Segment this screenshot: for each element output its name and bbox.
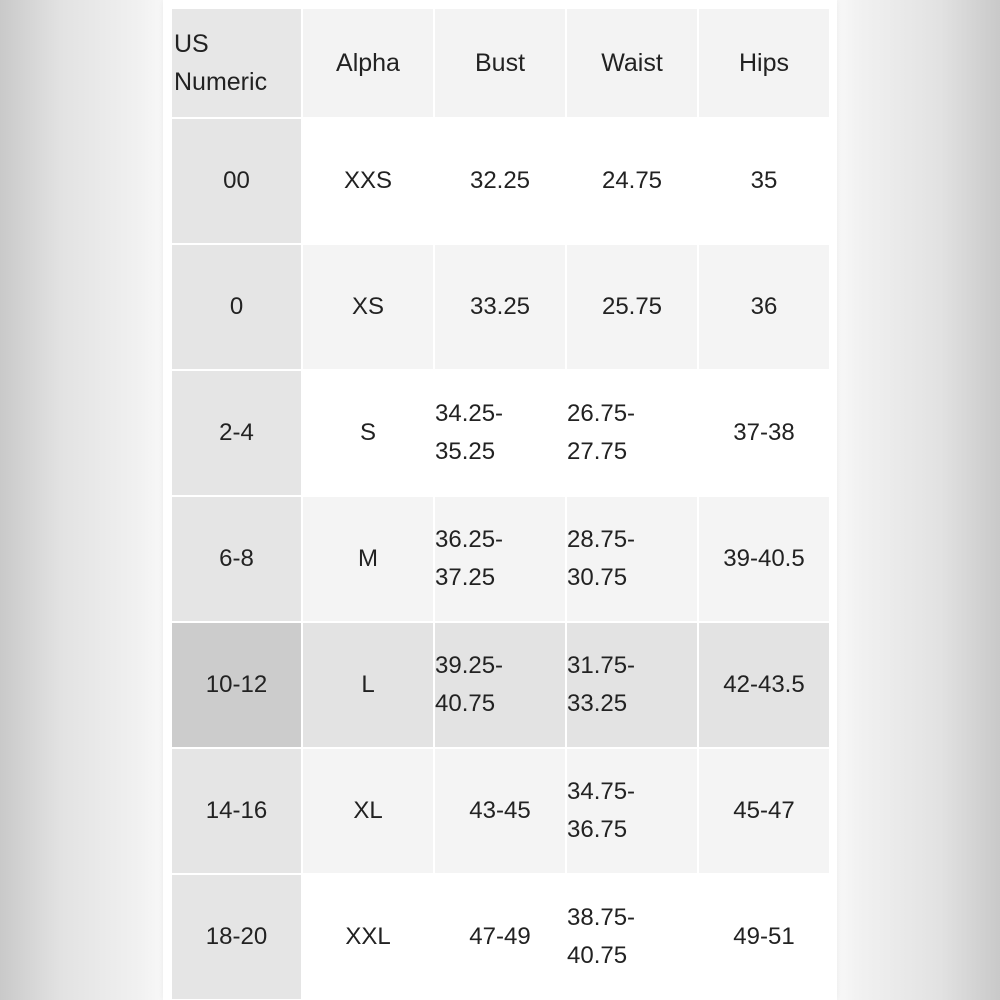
cell-waist-line: 40.75 bbox=[567, 942, 628, 969]
cell-waist-line: 36.75 bbox=[567, 816, 628, 843]
cell-bust-line: 39.25- bbox=[435, 652, 504, 679]
cell-waist bbox=[567, 623, 697, 747]
cell-waist: 25.75 bbox=[567, 245, 697, 369]
cell-bust: 47-49 bbox=[435, 875, 565, 999]
cell-us-numeric: 14-16 bbox=[172, 749, 301, 873]
cell-waist bbox=[567, 497, 697, 621]
cell-hips: 35 bbox=[699, 119, 829, 243]
cell-alpha: XL bbox=[303, 749, 433, 873]
cell-hips: 45-47 bbox=[699, 749, 829, 873]
cell-bust bbox=[435, 497, 565, 621]
cell-hips: 39-40.5 bbox=[699, 497, 829, 621]
table-row bbox=[172, 749, 829, 873]
cell-us-numeric: 2-4 bbox=[172, 371, 301, 495]
cell-waist-line: 30.75 bbox=[567, 564, 628, 591]
cell-waist-line: 34.75- bbox=[567, 778, 636, 805]
cell-bust: 32.25 bbox=[435, 119, 565, 243]
cell-us-numeric: 6-8 bbox=[172, 497, 301, 621]
header-alpha: Alpha bbox=[303, 9, 433, 117]
header-bust: Bust bbox=[435, 9, 565, 117]
cell-waist-line: 27.75 bbox=[567, 438, 628, 465]
cell-bust-line: 40.75 bbox=[435, 690, 496, 717]
cell-us-numeric: 0 bbox=[172, 245, 301, 369]
cell-us-numeric: 00 bbox=[172, 119, 301, 243]
cell-bust: 43-45 bbox=[435, 749, 565, 873]
table-row bbox=[172, 245, 829, 369]
cell-hips: 36 bbox=[699, 245, 829, 369]
cell-waist: 24.75 bbox=[567, 119, 697, 243]
cell-waist-line: 31.75- bbox=[567, 652, 636, 679]
header-waist: Waist bbox=[567, 9, 697, 117]
cell-waist bbox=[567, 749, 697, 873]
cell-waist-line: 28.75- bbox=[567, 526, 636, 553]
cell-bust bbox=[435, 623, 565, 747]
cell-alpha: M bbox=[303, 497, 433, 621]
cell-bust-line: 35.25 bbox=[435, 438, 496, 465]
cell-alpha: XXS bbox=[303, 119, 433, 243]
cell-us-numeric: 10-12 bbox=[172, 623, 301, 747]
size-chart-page bbox=[163, 0, 837, 1000]
table-header-row bbox=[172, 9, 829, 117]
size-chart-table bbox=[170, 7, 831, 1000]
cell-alpha: L bbox=[303, 623, 433, 747]
header-us-numeric: US Numeric bbox=[172, 9, 301, 117]
table-row bbox=[172, 875, 829, 999]
cell-hips: 49-51 bbox=[699, 875, 829, 999]
cell-alpha: XS bbox=[303, 245, 433, 369]
cell-alpha: XXL bbox=[303, 875, 433, 999]
cell-bust-line: 34.25- bbox=[435, 400, 504, 427]
cell-bust-line: 36.25- bbox=[435, 526, 504, 553]
table-row-highlighted bbox=[172, 623, 829, 747]
header-hips: Hips bbox=[699, 9, 829, 117]
cell-us-numeric: 18-20 bbox=[172, 875, 301, 999]
cell-bust bbox=[435, 371, 565, 495]
cell-alpha: S bbox=[303, 371, 433, 495]
cell-hips: 42-43.5 bbox=[699, 623, 829, 747]
cell-waist-line: 33.25 bbox=[567, 690, 628, 717]
cell-bust: 33.25 bbox=[435, 245, 565, 369]
table-row bbox=[172, 119, 829, 243]
cell-waist bbox=[567, 875, 697, 999]
cell-waist-line: 26.75- bbox=[567, 400, 636, 427]
cell-bust-line: 37.25 bbox=[435, 564, 496, 591]
cell-hips: 37-38 bbox=[699, 371, 829, 495]
table-row bbox=[172, 371, 829, 495]
cell-waist-line: 38.75- bbox=[567, 904, 636, 931]
cell-waist bbox=[567, 371, 697, 495]
table-row bbox=[172, 497, 829, 621]
